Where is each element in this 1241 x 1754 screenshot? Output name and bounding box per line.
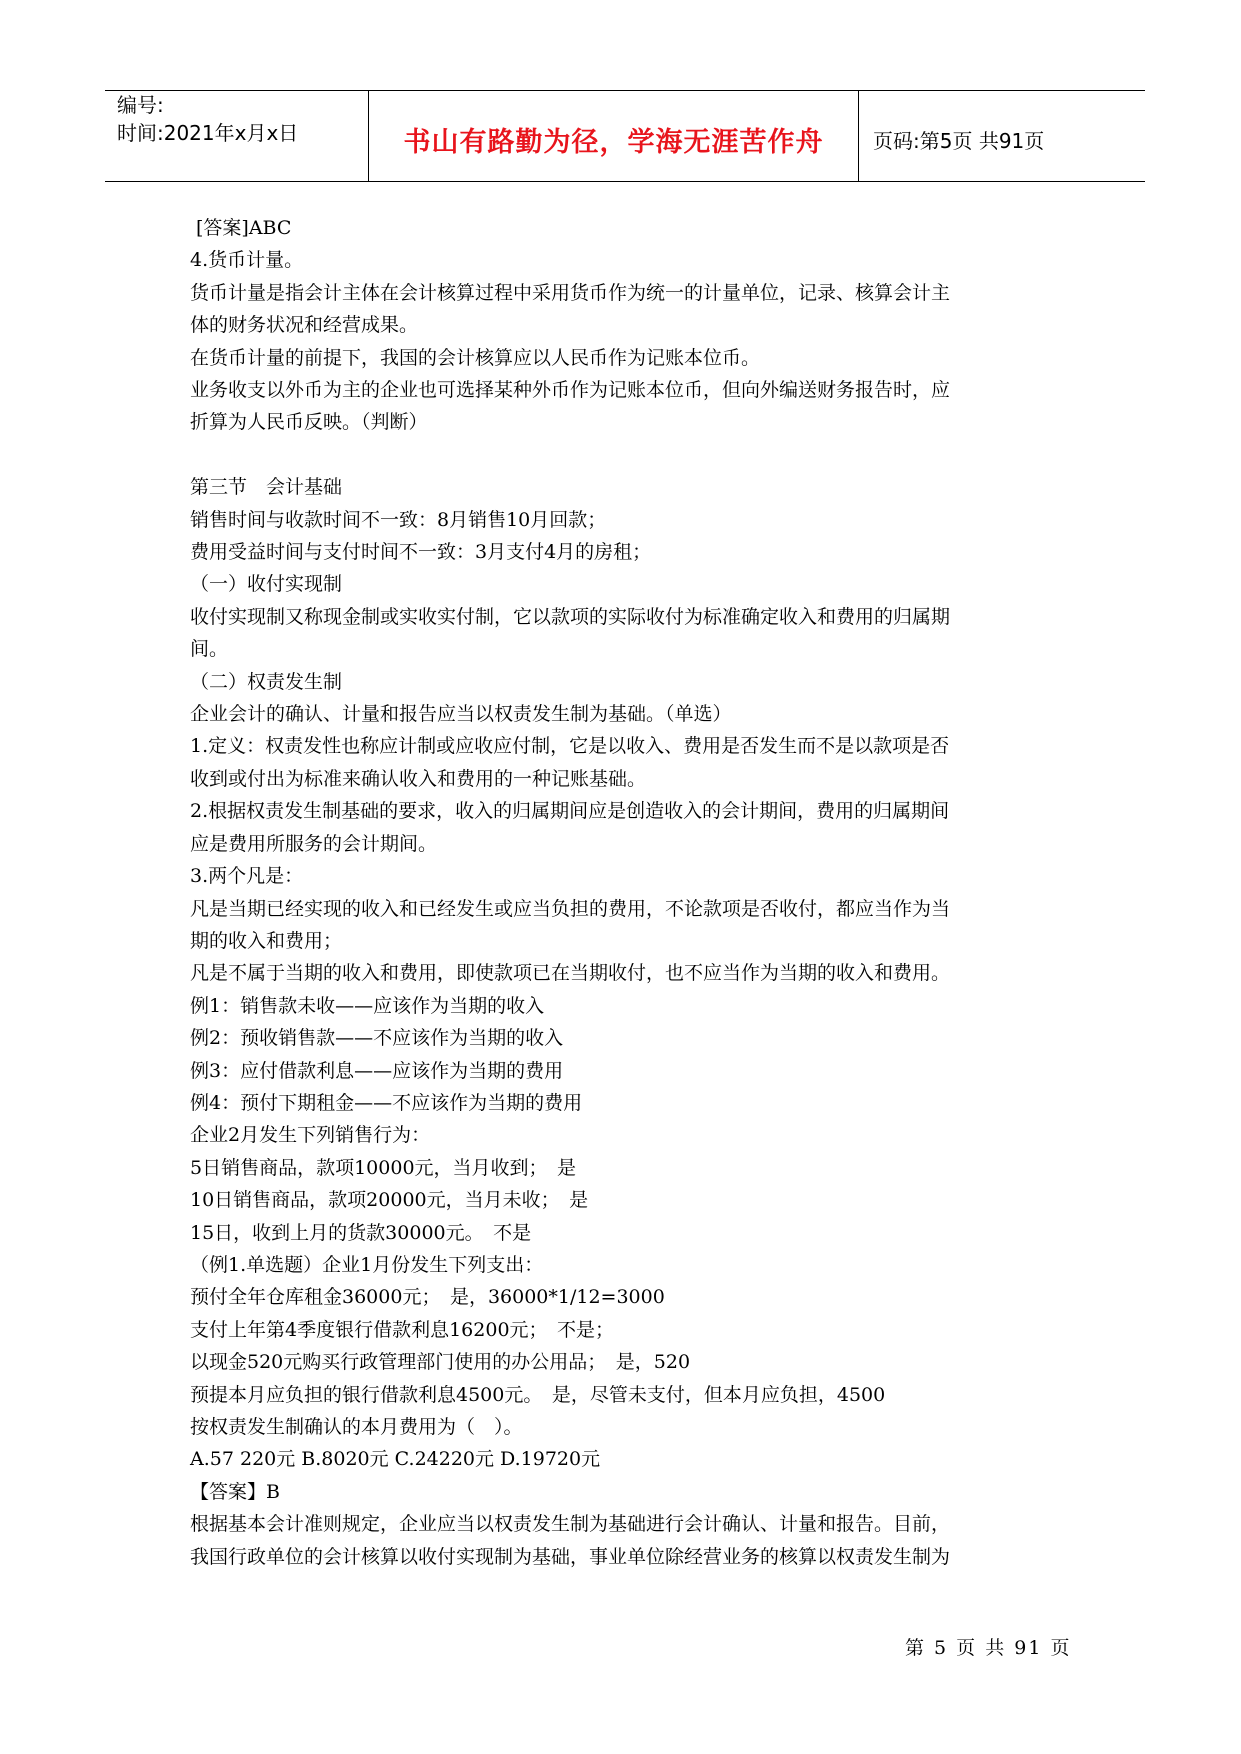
paragraph-line: 10日销售商品，款项20000元，当月未收； 是 [190, 1189, 589, 1212]
paragraph-line: 按权责发生制确认的本月费用为（ ）。 [190, 1416, 523, 1439]
paragraph-line: 2.根据权责发生制基础的要求，收入的归属期间应是创造收入的会计期间，费用的归属期间 [190, 800, 950, 823]
example-line: 例1：销售款未收——应该作为当期的收入 [190, 994, 545, 1017]
answer-line: 【答案】B [190, 1480, 280, 1503]
options-line: A.57 220元 B.8020元 C.24220元 D.19720元 [190, 1448, 601, 1471]
paragraph-line: 间。 [190, 638, 229, 661]
header-motto: 书山有路勤为径，学海无涯苦作舟 [369, 91, 859, 181]
paragraph-line: 应是费用所服务的会计期间。 [190, 832, 438, 855]
document-number-label: 编号: [117, 93, 164, 117]
paragraph-line: 以现金520元购买行政管理部门使用的办公用品； 是，520 [190, 1351, 691, 1374]
paragraph-line: 收付实现制又称现金制或实收实付制，它以款项的实际收付为标准确定收入和费用的归属期 [190, 605, 951, 628]
question-line: （例1.单选题）企业1月份发生下列支出： [190, 1253, 544, 1276]
paragraph-line: 体的财务状况和经营成果。 [190, 314, 419, 337]
paragraph-line: 业务收支以外币为主的企业也可选择某种外币作为记账本位币，但向外编送财务报告时，应 [190, 379, 951, 402]
paragraph-line: 支付上年第4季度银行借款利息16200元； 不是； [190, 1318, 615, 1341]
answer-line: [答案]ABC [196, 217, 292, 239]
example-line: 例2：预收销售款——不应该作为当期的收入 [190, 1027, 564, 1050]
paragraph-line: 预提本月应负担的银行借款利息4500元。 是，尽管未支付，但本月应负担，4500 [190, 1383, 886, 1406]
section-heading: 第三节 会计基础 [190, 476, 343, 499]
paragraph-line: 预付全年仓库租金36000元； 是，36000*1/12=3000 [190, 1286, 665, 1309]
paragraph-line: 1.定义：权责发性也称应计制或应收应付制，它是以收入、费用是否发生而不是以款项是否 [190, 735, 950, 758]
paragraph-line: 我国行政单位的会计核算以收付实现制为基础，事业单位除经营业务的核算以权责发生制为 [190, 1545, 951, 1568]
paragraph-line: 15日，收到上月的货款30000元。 不是 [190, 1221, 532, 1244]
paragraph-line: 凡是不属于当期的收入和费用，即使款项已在当期收付，也不应当作为当期的收入和费用。 [190, 962, 951, 985]
blank-line [190, 439, 1070, 471]
paragraph-line: 折算为人民币反映。（判断） [190, 411, 428, 434]
paragraph-line: 3.两个凡是： [190, 865, 304, 888]
paragraph-line: 5日销售商品，款项10000元，当月收到； 是 [190, 1156, 577, 1179]
document-body [190, 212, 1070, 1573]
section-heading: 4.货币计量。 [190, 249, 304, 272]
header-meta-cell [105, 91, 369, 181]
paragraph-line: 费用受益时间与支付时间不一致：3月支付4月的房租； [190, 541, 652, 564]
paragraph-line: 凡是当期已经实现的收入和已经发生或应当负担的费用，不论款项是否收付，都应当作为当 [190, 897, 951, 920]
example-line: 例4：预付下期租金——不应该作为当期的费用 [190, 1091, 583, 1114]
page-footer: 第 5 页 共 91 页 [905, 1637, 1072, 1659]
paragraph-line: 根据基本会计准则规定，企业应当以权责发生制为基础进行会计确认、计量和报告。目前， [190, 1513, 951, 1536]
header-page-info: 页码:第5页 共91页 [873, 128, 1045, 153]
subsection-heading: （一）收付实现制 [190, 573, 343, 596]
example-line: 例3：应付借款利息——应该作为当期的费用 [190, 1059, 564, 1082]
paragraph-line: 销售时间与收款时间不一致：8月销售10月回款； [190, 508, 607, 531]
paragraph-line: 收到或付出为标准来确认收入和费用的一种记账基础。 [190, 767, 647, 790]
page-header [105, 90, 1145, 182]
paragraph-line: 在货币计量的前提下，我国的会计核算应以人民币作为记账本位币。 [190, 346, 761, 369]
subsection-heading: （二）权责发生制 [190, 670, 343, 693]
paragraph-line: 企业会计的确认、计量和报告应当以权责发生制为基础。（单选） [190, 703, 732, 726]
paragraph-line: 期的收入和费用； [190, 929, 343, 952]
paragraph-line: 货币计量是指会计主体在会计核算过程中采用货币作为统一的计量单位，记录、核算会计主 [190, 281, 951, 304]
document-time-label: 时间:2021年x月x日 [117, 121, 299, 145]
paragraph-line: 企业2月发生下列销售行为： [190, 1124, 431, 1147]
